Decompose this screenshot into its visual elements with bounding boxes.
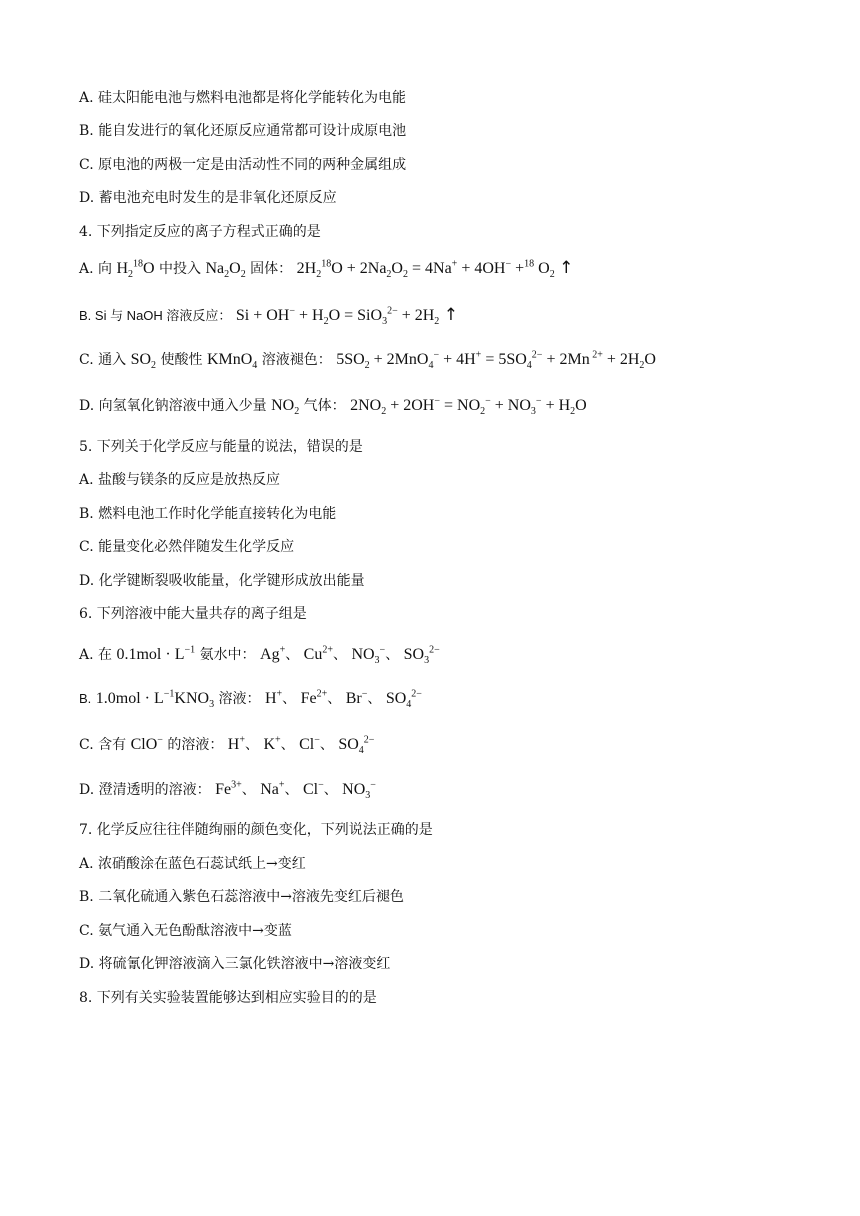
- q6-option-c: C. 含有 ClO− 的溶液： H+、 K+、 Cl−、 $SO_4^{2-}$: [79, 734, 375, 757]
- q5-option-d: D. 化学键断裂吸收能量，化学键形成放出能量: [79, 573, 365, 589]
- q4-option-b: B. Si 与 NaOH 溶液反应： $Si + OH^- + H_2O = SiO_3^{2-} + 2H_2$ ↑: [79, 305, 458, 328]
- q4-option-d: D. 向氢氧化钠溶液中通入少量 $NO_2$ 气体： $2NO_2 + 2OH^- = NO_2^- + NO_3^- + H_2O$: [79, 395, 587, 418]
- q3-option-c: C. 原电池的两极一定是由活动性不同的两种金属组成: [79, 157, 407, 173]
- q3-option-b: B. 能自发进行的氧化还原反应通常都可设计成原电池: [79, 123, 407, 139]
- q6-stem: 6. 下列溶液中能大量共存的离子组是: [79, 606, 307, 622]
- q6-option-a: A. 在 $0.1mol \cdot L^{-1}$ 氨水中： Ag+、 $Cu^{2+}$、 $NO_3^-$、 $SO_3^{2-}$: [79, 644, 440, 667]
- q5-stem: 5. 下列关于化学反应与能量的说法，错误的是: [79, 439, 363, 455]
- q7-option-a: A. 浓硝酸涂在蓝色石蕊试纸上→变红: [79, 856, 306, 872]
- q6-option-b: B. $1.0mol \cdot L^{-1}KNO_3$ 溶液： H+、 $Fe^{2+}$、 Br−、 $SO_4^{2-}$: [79, 688, 422, 711]
- q4-stem: 4. 下列指定反应的离子方程式正确的是: [79, 224, 321, 240]
- q7-stem: 7. 化学反应往往伴随绚丽的颜色变化，下列说法正确的是: [79, 822, 433, 838]
- q3-option-a: A. 硅太阳能电池与燃料电池都是将化学能转化为电能: [79, 90, 407, 106]
- q5-option-c: C. 能量变化必然伴随发生化学反应: [79, 539, 295, 555]
- q5-option-b: B. 燃料电池工作时化学能直接转化为电能: [79, 506, 337, 522]
- q8-stem: 8. 下列有关实验装置能够达到相应实验目的的是: [79, 990, 377, 1006]
- q5-option-a: A. 盐酸与镁条的反应是放热反应: [79, 472, 281, 488]
- q7-option-d: D. 将硫氰化钾溶液滴入三氯化铁溶液中→溶液变红: [79, 956, 391, 972]
- q6-option-d: D. 澄清透明的溶液： $Fe^{3+}$、 Na+、 Cl−、 $NO_3^-$: [79, 779, 376, 802]
- q4-option-a: A. 向 $H_2^{18}O$ 中投入 $Na_2O_2$ 固体： $2H_2^{18}O + 2Na_2O_2 = 4Na^+ + 4OH^- +^{18}$ $O_2$ ↑: [79, 258, 574, 281]
- q7-option-c: C. 氨气通入无色酚酞溶液中→变蓝: [79, 923, 292, 939]
- q4-option-c: C. 通入 $SO_2$ 使酸性 KMnO$_4$ 溶液褪色： $5SO_2 + 2MnO_4^- + 4H^+ = 5SO_4^{2-} + 2Mn$ $^{2+} + 2H_2O$: [79, 349, 656, 372]
- q3-option-d: D. 蓄电池充电时发生的是非氧化还原反应: [79, 190, 337, 206]
- q7-option-b: B. 二氧化硫通入紫色石蕊溶液中→溶液先变红后褪色: [79, 889, 404, 905]
